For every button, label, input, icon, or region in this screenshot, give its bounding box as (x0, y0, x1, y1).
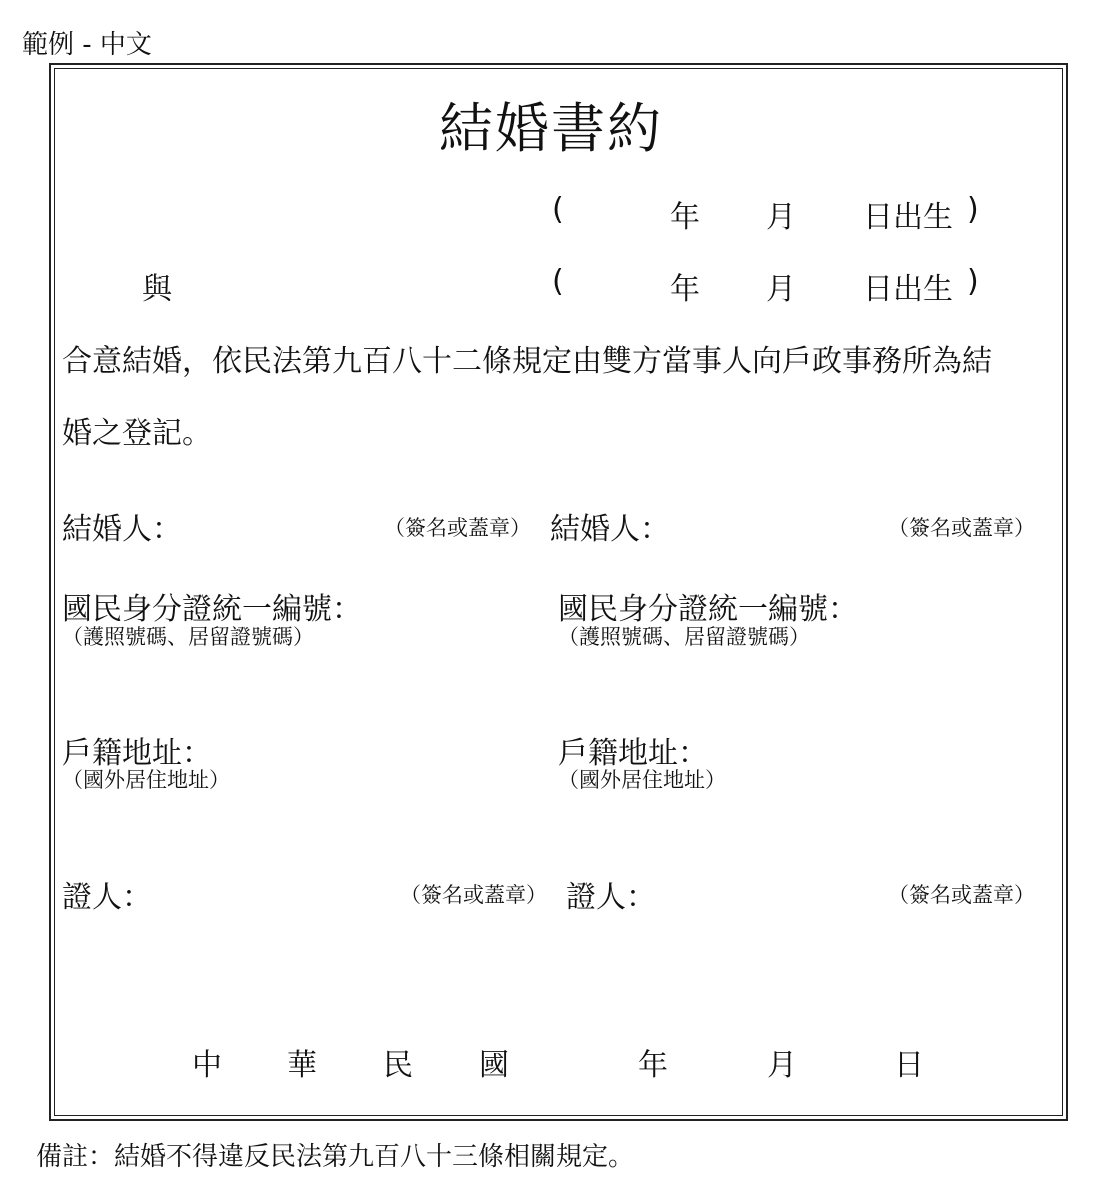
spouse2-sign-note: （簽名或蓋章） (888, 516, 1035, 540)
witness1-sign-note: （簽名或蓋章） (400, 883, 547, 907)
id2-label: 國民身分證統一編號： (558, 592, 858, 627)
id1-sub: （護照號碼、居留證號碼） (62, 625, 314, 649)
body-line-1: 合意結婚，依民法第九百八十二條規定由雙方當事人向戶政事務所為結 (62, 344, 992, 379)
birth2-paren-open: ( (552, 264, 564, 299)
footnote: 備註：結婚不得違反民法第九百八十三條相關規定。 (36, 1142, 635, 1172)
birth2-year: 年 (670, 272, 700, 307)
date-month: 月 (767, 1048, 797, 1083)
birth1-paren-open: ( (552, 192, 564, 227)
date-char-min: 民 (383, 1048, 413, 1083)
address1-sub: （國外居住地址） (62, 768, 230, 792)
id2-sub: （護照號碼、居留證號碼） (558, 625, 810, 649)
birth1-day-born: 日出生 (863, 200, 953, 235)
date-char-guo: 國 (479, 1048, 509, 1083)
date-year: 年 (638, 1048, 668, 1083)
body-line-2: 婚之登記。 (62, 416, 212, 451)
birth1-paren-close: ) (967, 192, 979, 227)
date-day: 日 (894, 1048, 924, 1083)
id1-label: 國民身分證統一編號： (62, 592, 362, 627)
address2-label: 戶籍地址： (558, 736, 708, 771)
date-char-hua: 華 (287, 1048, 317, 1083)
birth2-paren-close: ) (967, 264, 979, 299)
witness1-label: 證人： (62, 880, 152, 915)
address1-label: 戶籍地址： (62, 736, 212, 771)
and-word: 與 (142, 272, 172, 307)
address2-sub: （國外居住地址） (558, 768, 726, 792)
date-char-zhong: 中 (192, 1048, 222, 1083)
spouse1-label: 結婚人： (62, 512, 182, 547)
example-label: 範例 - 中文 (22, 30, 152, 60)
birth2-month: 月 (766, 272, 796, 307)
witness2-sign-note: （簽名或蓋章） (888, 883, 1035, 907)
witness2-label: 證人： (566, 880, 656, 915)
spouse1-sign-note: （簽名或蓋章） (384, 516, 531, 540)
spouse2-label: 結婚人： (550, 512, 670, 547)
birth2-day-born: 日出生 (863, 272, 953, 307)
birth1-year: 年 (670, 200, 700, 235)
birth1-month: 月 (766, 200, 796, 235)
form-title: 結婚書約 (439, 97, 663, 160)
